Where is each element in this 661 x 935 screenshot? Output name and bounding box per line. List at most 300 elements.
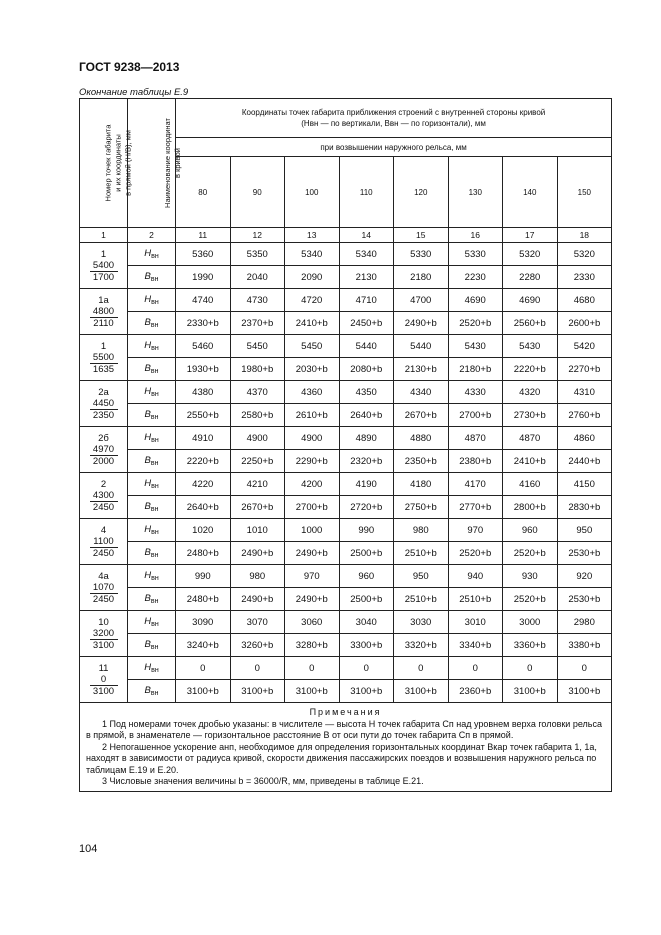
elevation-header: 140	[503, 157, 558, 228]
h-value: 1000	[285, 519, 340, 542]
column-number: 14	[339, 228, 394, 243]
table-row	[80, 565, 612, 588]
b-value: 3380+b	[557, 634, 612, 657]
b-value: 2280	[503, 266, 558, 289]
b-value: 2270+b	[557, 358, 612, 381]
b-value: 2490+b	[394, 312, 449, 335]
h-value: 4180	[394, 473, 449, 496]
point-label	[80, 473, 128, 519]
coord-subscript: вн	[151, 437, 159, 444]
b-value: 3100+b	[394, 680, 449, 703]
coord-b-label	[128, 312, 176, 335]
column-number: 17	[503, 228, 558, 243]
table-row	[80, 519, 612, 542]
h-value: 970	[285, 565, 340, 588]
h-value: 4160	[503, 473, 558, 496]
h-value: 3040	[339, 611, 394, 634]
b-value: 2510+b	[394, 588, 449, 611]
column-number: 16	[448, 228, 503, 243]
coord-symbol: H	[144, 662, 152, 673]
h-value: 0	[503, 657, 558, 680]
h-value: 950	[394, 565, 449, 588]
h-value: 4740	[176, 289, 231, 312]
coord-subscript: вн	[151, 575, 159, 582]
h-value: 4700	[394, 289, 449, 312]
b-value: 3340+b	[448, 634, 503, 657]
h-value: 3010	[448, 611, 503, 634]
h-value: 3060	[285, 611, 340, 634]
header-elevation-group: при возвышении наружного рельса, мм	[176, 138, 612, 157]
h-value: 0	[394, 657, 449, 680]
point-label	[80, 289, 128, 335]
table-row	[80, 496, 612, 519]
h-value: 4190	[339, 473, 394, 496]
coord-symbol: H	[144, 616, 152, 627]
b-value: 2320+b	[339, 450, 394, 473]
h-value: 4730	[230, 289, 285, 312]
column-number: 18	[557, 228, 612, 243]
point-label	[80, 565, 128, 611]
b-value: 2490+b	[230, 542, 285, 565]
h-value: 970	[448, 519, 503, 542]
column-number: 11	[176, 228, 231, 243]
coord-subscript: вн	[150, 644, 159, 651]
b-value: 2490+b	[285, 588, 340, 611]
h-value: 4690	[503, 289, 558, 312]
point-offset: 2350	[92, 409, 115, 421]
coord-subscript: вн	[150, 460, 159, 467]
h-value: 0	[448, 657, 503, 680]
elevation-header: 100	[285, 157, 340, 228]
point-label	[80, 335, 128, 381]
notes-cell	[80, 703, 612, 792]
b-value: 2530+b	[557, 588, 612, 611]
h-value: 5430	[503, 335, 558, 358]
b-value: 2520+b	[448, 542, 503, 565]
coord-b-label	[128, 450, 176, 473]
b-value: 3100+b	[503, 680, 558, 703]
coord-h-label	[128, 611, 176, 634]
coord-symbol: H	[144, 432, 152, 443]
point-offset: 2000	[92, 455, 115, 467]
coord-h-label	[128, 243, 176, 266]
h-value: 4680	[557, 289, 612, 312]
coord-symbol: B	[144, 593, 151, 604]
table-row	[80, 542, 612, 565]
gauge-coordinates-table	[79, 98, 612, 792]
point-offset: 3100	[92, 685, 115, 697]
h-value: 990	[339, 519, 394, 542]
h-value: 1020	[176, 519, 231, 542]
coord-subscript: вн	[150, 414, 159, 421]
h-value: 5440	[394, 335, 449, 358]
coord-subscript: вн	[151, 299, 159, 306]
point-label	[80, 657, 128, 703]
coord-h-label	[128, 519, 176, 542]
elevation-header: 120	[394, 157, 449, 228]
b-value: 2530+b	[557, 542, 612, 565]
h-value: 5460	[176, 335, 231, 358]
point-height: 4450	[90, 398, 118, 410]
b-value: 2030+b	[285, 358, 340, 381]
coord-b-label	[128, 680, 176, 703]
header-coordinates-group: Координаты точек габарита приближения строений с внутренней стороны кривой (Hвн — по вертикали, Bвн — по горизонтали), мм	[176, 99, 612, 138]
point-label	[80, 427, 128, 473]
b-value: 2670+b	[394, 404, 449, 427]
h-value: 5340	[285, 243, 340, 266]
b-value: 2830+b	[557, 496, 612, 519]
h-value: 5450	[230, 335, 285, 358]
table-row	[80, 634, 612, 657]
table-caption: Окончание таблицы Е.9	[79, 87, 189, 98]
coord-h-label	[128, 289, 176, 312]
coord-subscript: вн	[151, 483, 159, 490]
point-name: 1а	[98, 294, 109, 306]
coord-h-label	[128, 565, 176, 588]
point-name: 2а	[98, 386, 109, 398]
column-number: 15	[394, 228, 449, 243]
h-value: 4860	[557, 427, 612, 450]
h-value: 5320	[557, 243, 612, 266]
b-value: 2080+b	[339, 358, 394, 381]
b-value: 2610+b	[285, 404, 340, 427]
point-height: 5500	[90, 352, 118, 364]
b-value: 2700+b	[448, 404, 503, 427]
coord-subscript: вн	[151, 391, 159, 398]
h-value: 5350	[230, 243, 285, 266]
table-row	[80, 680, 612, 703]
column-number: 2	[128, 228, 176, 243]
h-value: 5340	[339, 243, 394, 266]
point-height: 4800	[90, 306, 118, 318]
coord-symbol: B	[144, 271, 151, 282]
h-value: 4890	[339, 427, 394, 450]
coord-b-label	[128, 266, 176, 289]
h-value: 960	[339, 565, 394, 588]
b-value: 2220+b	[503, 358, 558, 381]
table-row	[80, 266, 612, 289]
coord-symbol: H	[144, 248, 152, 259]
b-value: 2500+b	[339, 542, 394, 565]
h-value: 4690	[448, 289, 503, 312]
b-value: 2490+b	[230, 588, 285, 611]
table-row	[80, 335, 612, 358]
point-height: 0	[90, 674, 118, 686]
h-value: 4220	[176, 473, 231, 496]
b-value: 2360+b	[448, 680, 503, 703]
table-row	[80, 473, 612, 496]
b-value: 1990	[176, 266, 231, 289]
table-row	[80, 312, 612, 335]
h-value: 0	[285, 657, 340, 680]
b-value: 3100+b	[339, 680, 394, 703]
b-value: 2760+b	[557, 404, 612, 427]
point-name: 10	[98, 616, 109, 628]
point-height: 5400	[90, 260, 118, 272]
coord-b-label	[128, 496, 176, 519]
b-value: 2480+b	[176, 588, 231, 611]
h-value: 4200	[285, 473, 340, 496]
coord-b-label	[128, 542, 176, 565]
b-value: 3240+b	[176, 634, 231, 657]
h-value: 4870	[503, 427, 558, 450]
b-value: 2410+b	[285, 312, 340, 335]
elevation-header: 90	[230, 157, 285, 228]
b-value: 2700+b	[285, 496, 340, 519]
h-value: 4170	[448, 473, 503, 496]
coord-subscript: вн	[150, 276, 159, 283]
coord-h-label	[128, 381, 176, 404]
b-value: 3280+b	[285, 634, 340, 657]
coord-subscript: вн	[150, 368, 159, 375]
b-value: 2370+b	[230, 312, 285, 335]
h-value: 4380	[176, 381, 231, 404]
h-value: 4910	[176, 427, 231, 450]
b-value: 2090	[285, 266, 340, 289]
coord-symbol: B	[144, 409, 151, 420]
h-value: 4370	[230, 381, 285, 404]
b-value: 2520+b	[503, 542, 558, 565]
h-value: 5420	[557, 335, 612, 358]
note-item: 3 Числовые значения величины b = 36000/R, мм, приведены в таблице Е.21.	[102, 776, 424, 786]
b-value: 2670+b	[230, 496, 285, 519]
b-value: 2600+b	[557, 312, 612, 335]
coord-symbol: H	[144, 524, 152, 535]
elevation-header: 130	[448, 157, 503, 228]
point-label	[80, 611, 128, 657]
b-value: 3100+b	[285, 680, 340, 703]
b-value: 2330+b	[176, 312, 231, 335]
b-value: 3100+b	[230, 680, 285, 703]
table-row	[80, 358, 612, 381]
coord-subscript: вн	[150, 598, 159, 605]
h-value: 3070	[230, 611, 285, 634]
b-value: 2230	[448, 266, 503, 289]
b-value: 2180	[394, 266, 449, 289]
point-height: 4300	[90, 490, 118, 502]
b-value: 2380+b	[448, 450, 503, 473]
b-value: 2800+b	[503, 496, 558, 519]
h-value: 5360	[176, 243, 231, 266]
h-value: 1010	[230, 519, 285, 542]
point-name: 4а	[98, 570, 109, 582]
b-value: 2750+b	[394, 496, 449, 519]
note-item: 1 Под номерами точек дробью указаны: в числителе — высота H точек габарита Cп над уровнем верха головки рельса в прямой, в знаменателе — горизонтальное расстояние B от оси пути до точек габарита Cп в прямой.	[86, 718, 602, 740]
h-value: 5320	[503, 243, 558, 266]
elevation-header: 80	[176, 157, 231, 228]
b-value: 2770+b	[448, 496, 503, 519]
h-value: 950	[557, 519, 612, 542]
h-value: 4710	[339, 289, 394, 312]
b-value: 2550+b	[176, 404, 231, 427]
b-value: 2130+b	[394, 358, 449, 381]
b-value: 2520+b	[448, 312, 503, 335]
h-value: 4900	[230, 427, 285, 450]
point-name: 2	[100, 478, 107, 490]
table-row	[80, 657, 612, 680]
h-value: 4150	[557, 473, 612, 496]
b-value: 3100+b	[176, 680, 231, 703]
notes-heading: Примечания	[309, 707, 382, 717]
h-value: 5330	[394, 243, 449, 266]
table-row	[80, 450, 612, 473]
h-value: 4210	[230, 473, 285, 496]
b-value: 2450+b	[339, 312, 394, 335]
coord-b-label	[128, 358, 176, 381]
table-row	[80, 404, 612, 427]
point-height: 1070	[90, 582, 118, 594]
point-offset: 3100	[92, 639, 115, 651]
h-value: 0	[339, 657, 394, 680]
point-name: 11	[98, 662, 109, 674]
point-height: 3200	[90, 628, 118, 640]
b-value: 3300+b	[339, 634, 394, 657]
table-row	[80, 289, 612, 312]
b-value: 3100+b	[557, 680, 612, 703]
h-value: 0	[176, 657, 231, 680]
h-value: 4310	[557, 381, 612, 404]
b-value: 2480+b	[176, 542, 231, 565]
coord-subscript: вн	[151, 529, 159, 536]
b-value: 2500+b	[339, 588, 394, 611]
elevation-header: 110	[339, 157, 394, 228]
h-value: 3030	[394, 611, 449, 634]
coord-symbol: B	[144, 501, 151, 512]
h-value: 4340	[394, 381, 449, 404]
point-name: 1	[100, 248, 107, 260]
h-value: 4880	[394, 427, 449, 450]
coord-h-label	[128, 473, 176, 496]
document-title: ГОСТ 9238—2013	[79, 60, 180, 74]
coord-symbol: H	[144, 340, 152, 351]
b-value: 3360+b	[503, 634, 558, 657]
coord-subscript: вн	[151, 667, 159, 674]
b-value: 2180+b	[448, 358, 503, 381]
table-row	[80, 588, 612, 611]
h-value: 4330	[448, 381, 503, 404]
b-value: 3320+b	[394, 634, 449, 657]
b-value: 2040	[230, 266, 285, 289]
b-value: 2250+b	[230, 450, 285, 473]
h-value: 4720	[285, 289, 340, 312]
page-number: 104	[79, 843, 98, 855]
h-value: 4350	[339, 381, 394, 404]
table-row	[80, 243, 612, 266]
h-value: 5330	[448, 243, 503, 266]
b-value: 1980+b	[230, 358, 285, 381]
b-value: 2580+b	[230, 404, 285, 427]
b-value: 2720+b	[339, 496, 394, 519]
point-name: 2б	[98, 432, 109, 444]
b-value: 1930+b	[176, 358, 231, 381]
coord-b-label	[128, 634, 176, 657]
coord-subscript: вн	[150, 322, 159, 329]
point-offset: 2450	[92, 501, 115, 513]
point-offset: 2110	[93, 317, 114, 329]
b-value: 2560+b	[503, 312, 558, 335]
h-value: 0	[557, 657, 612, 680]
point-height: 1100	[90, 536, 118, 548]
point-name: 1	[100, 340, 107, 352]
coord-h-label	[128, 657, 176, 680]
coord-symbol: B	[144, 363, 151, 374]
header-point-number: Номер точек габарита и их координаты в прямой (H/B), мм	[80, 99, 128, 228]
coord-symbol: B	[144, 639, 151, 650]
coord-symbol: H	[144, 570, 152, 581]
coord-subscript: вн	[151, 621, 159, 628]
h-value: 5450	[285, 335, 340, 358]
h-value: 4360	[285, 381, 340, 404]
h-value: 930	[503, 565, 558, 588]
coord-b-label	[128, 588, 176, 611]
coord-h-label	[128, 335, 176, 358]
elevation-header: 150	[557, 157, 612, 228]
h-value: 960	[503, 519, 558, 542]
coord-symbol: H	[144, 294, 152, 305]
header-coordinate-name: Наименование координат в кривой	[128, 99, 176, 228]
column-number: 1	[80, 228, 128, 243]
b-value: 2510+b	[394, 542, 449, 565]
b-value: 2220+b	[176, 450, 231, 473]
b-value: 2520+b	[503, 588, 558, 611]
h-value: 3090	[176, 611, 231, 634]
coord-symbol: B	[144, 685, 151, 696]
coord-subscript: вн	[151, 253, 159, 260]
coord-symbol: H	[144, 478, 152, 489]
h-value: 4320	[503, 381, 558, 404]
point-offset: 2450	[92, 593, 115, 605]
b-value: 2290+b	[285, 450, 340, 473]
b-value: 2490+b	[285, 542, 340, 565]
coord-symbol: B	[144, 317, 151, 328]
b-value: 2440+b	[557, 450, 612, 473]
column-number: 12	[230, 228, 285, 243]
h-value: 5440	[339, 335, 394, 358]
point-label	[80, 381, 128, 427]
h-value: 5430	[448, 335, 503, 358]
table-row	[80, 381, 612, 404]
h-value: 980	[394, 519, 449, 542]
h-value: 980	[230, 565, 285, 588]
point-label	[80, 519, 128, 565]
b-value: 2640+b	[339, 404, 394, 427]
point-name: 4	[100, 524, 107, 536]
h-value: 3000	[503, 611, 558, 634]
point-height: 4970	[90, 444, 118, 456]
column-number: 13	[285, 228, 340, 243]
coord-h-label	[128, 427, 176, 450]
b-value: 2640+b	[176, 496, 231, 519]
h-value: 990	[176, 565, 231, 588]
coord-subscript: вн	[150, 552, 159, 559]
coord-b-label	[128, 404, 176, 427]
b-value: 2130	[339, 266, 394, 289]
b-value: 2510+b	[448, 588, 503, 611]
point-offset: 1700	[92, 271, 115, 283]
coord-subscript: вн	[150, 690, 159, 697]
table-row	[80, 427, 612, 450]
coord-symbol: H	[144, 386, 152, 397]
b-value: 2350+b	[394, 450, 449, 473]
note-item: 2 Непогашенное ускорение aнп, необходимое для определения горизонтальных координат Bкар точек габарита 1, 1а, находят в зависимости от радиуса кривой, скорости движения пассажирских поездов и возвышения наружного рельса по таблицам Е.19 и Е.20.	[86, 741, 597, 775]
b-value: 2330	[557, 266, 612, 289]
b-value: 2730+b	[503, 404, 558, 427]
b-value: 2410+b	[503, 450, 558, 473]
coord-subscript: вн	[151, 345, 159, 352]
coord-symbol: B	[144, 547, 151, 558]
h-value: 940	[448, 565, 503, 588]
h-value: 2980	[557, 611, 612, 634]
